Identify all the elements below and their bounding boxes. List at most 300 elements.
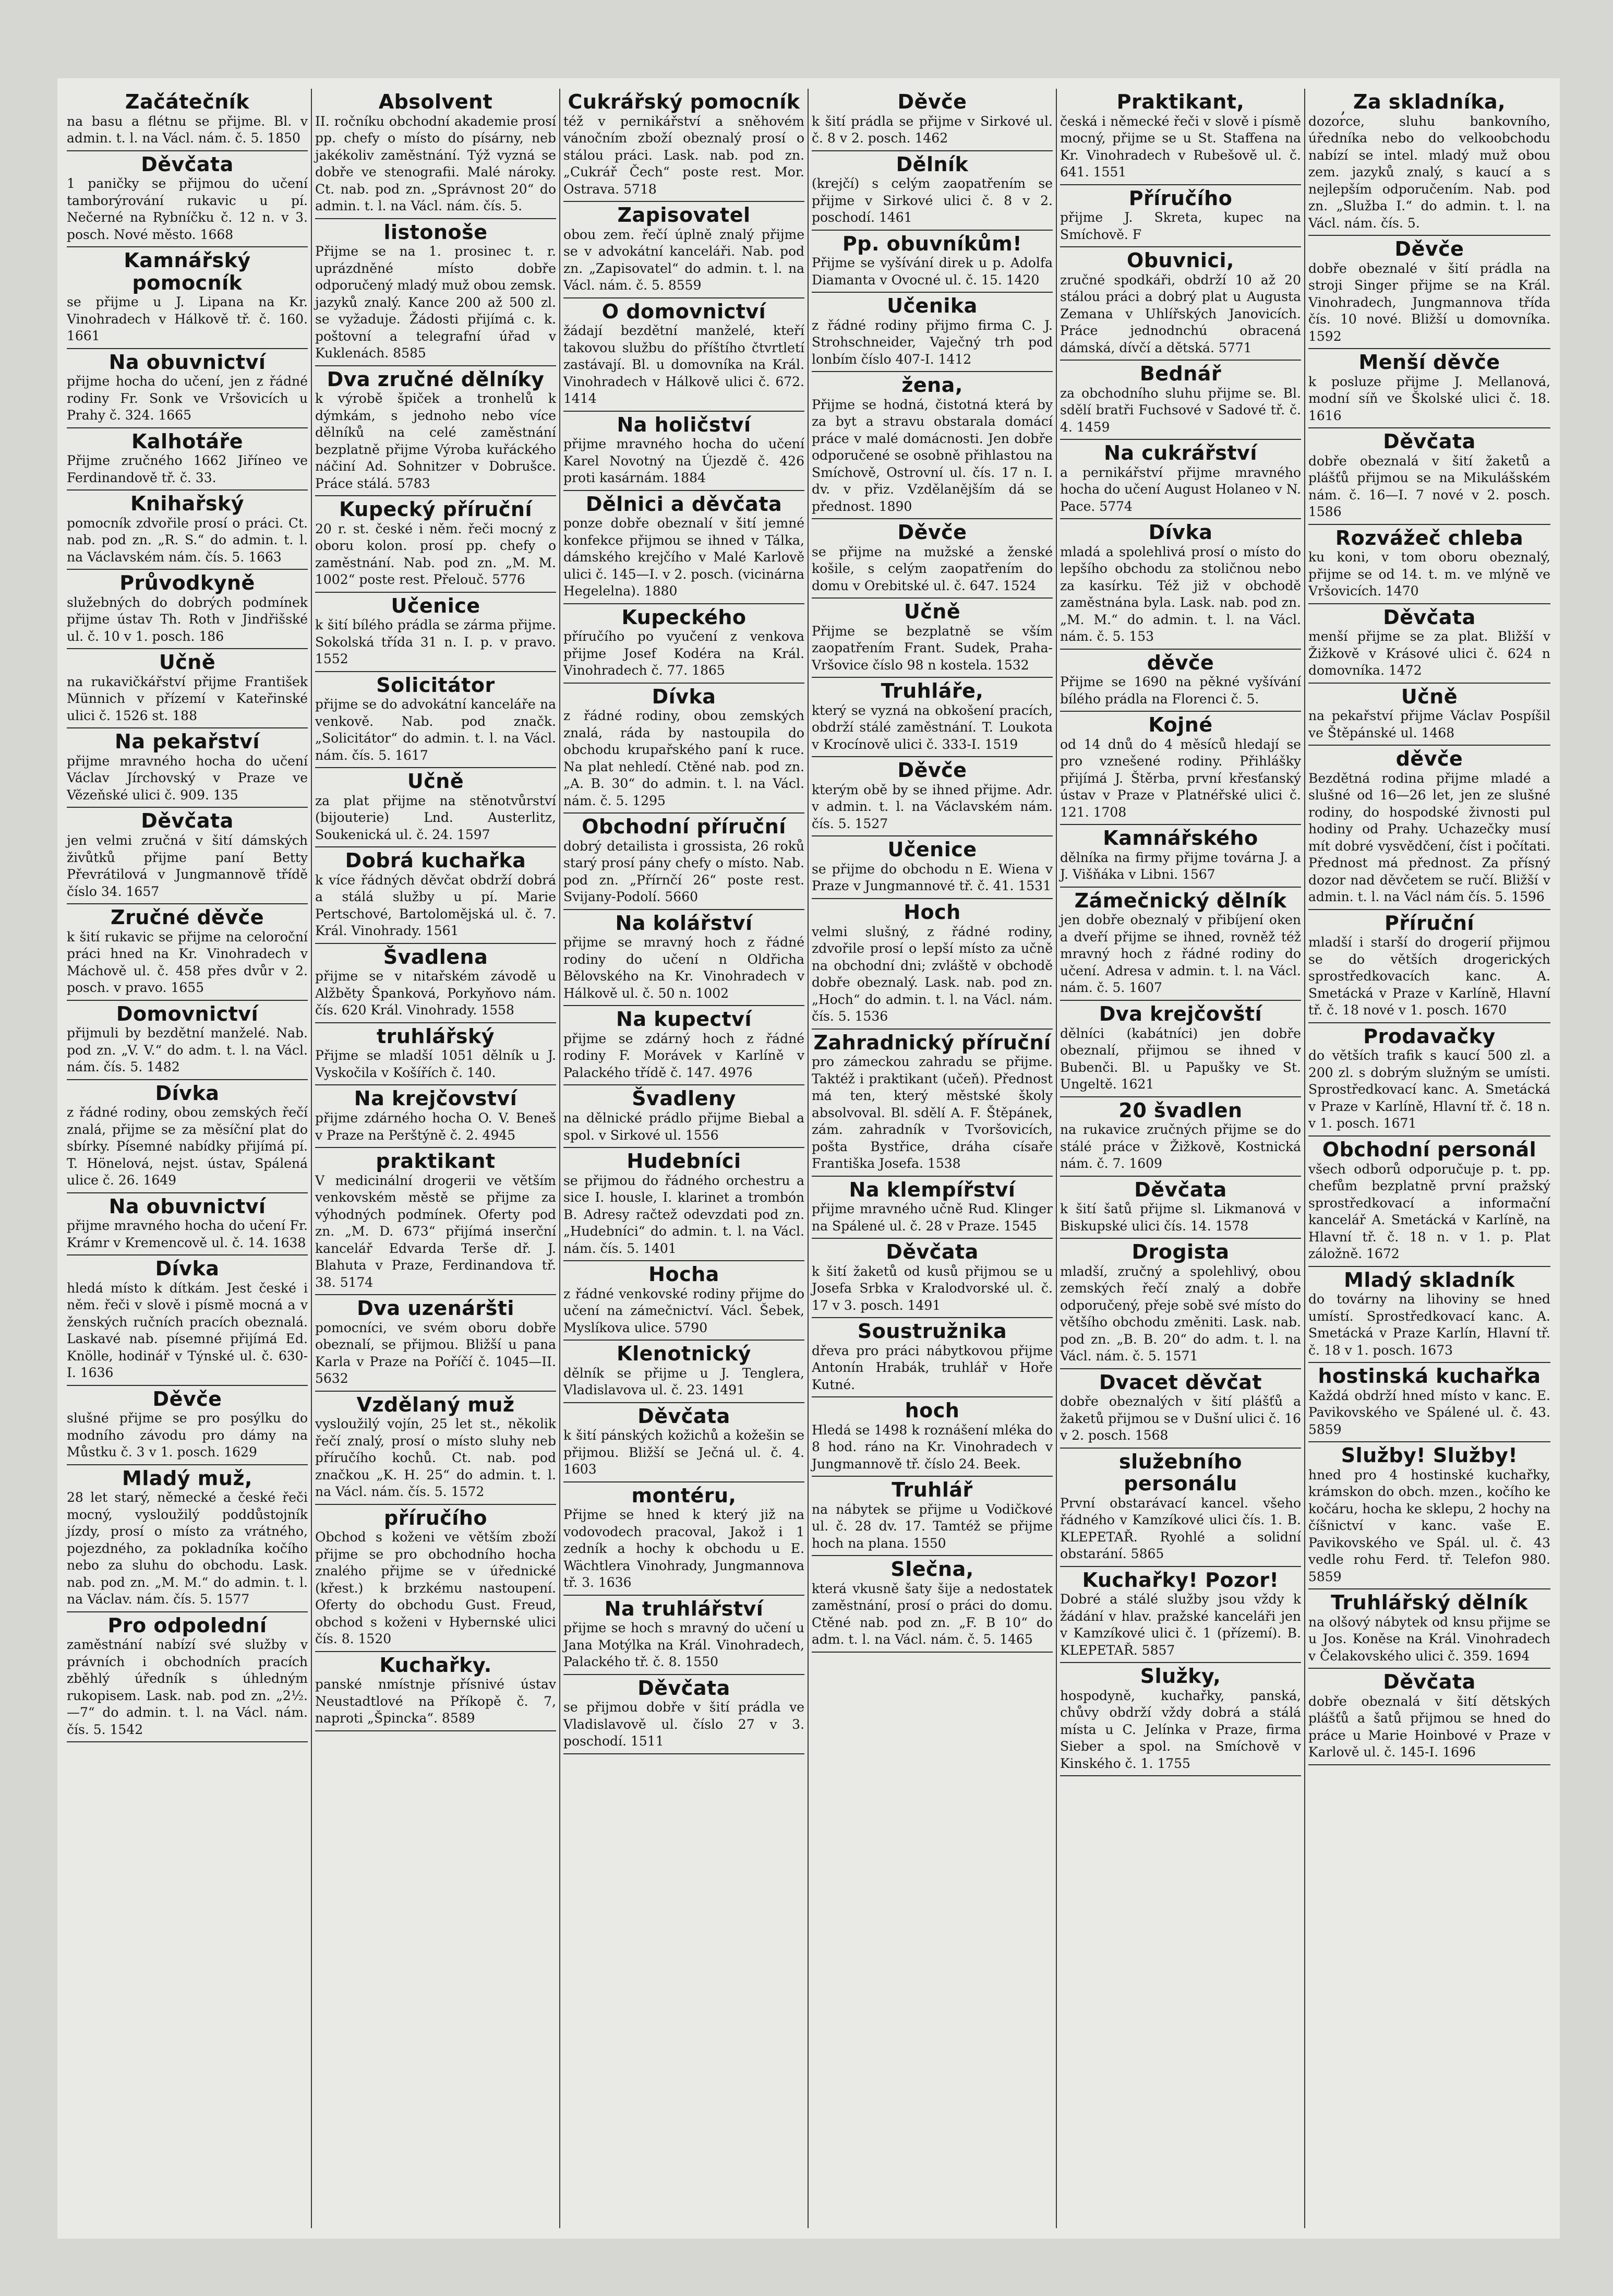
ad-body: na pekařství přijme Václav Pospíšil ve Štěpánské ul. 1468 — [1308, 708, 1550, 740]
ad-headline: Zahradnický příruční — [813, 1031, 1051, 1054]
ad-body: z řádné venkovské rodiny přijme do učení na zámečnictví. Václ. Šebek, Myslíkova ulice. 5790 — [563, 1286, 804, 1335]
classified-ad — [812, 372, 1053, 519]
ad-headline: Na pekařství — [115, 730, 260, 754]
ad-headline: Knihařský — [130, 492, 245, 516]
classified-ad — [1308, 746, 1550, 910]
ad-body: přijme se hoch s mravný do učení u Jana Motýlka na Král. Vinohradech, Palackého tř. č. 8. 1550 — [563, 1620, 804, 1670]
ad-body: z řádné rodiny přijmo firma C. J. Strohschneider, Vaječný trh pod lonbím číslo 407-I. 1412 — [812, 317, 1053, 367]
classified-ad — [67, 1001, 308, 1080]
classified-ad — [315, 847, 556, 944]
ad-body: se přijme do obchodu n E. Wiena v Praze v Jungmannové tř. č. 41. 1531 — [812, 861, 1053, 894]
ad-body: přijme mravného hocha do učení Fr. Krámr v Kremencově ul. č. 14. 1638 — [67, 1218, 308, 1250]
ad-body: ponze dobře obeznalí v šití jemné konfekce přijmou se ihned v Tálka, dámského krejčího v Malé Karlově ulici č. 145—I. v 2. posch. (vicinárna Hegelelna). 1880 — [563, 516, 804, 599]
ad-body: 1 paničky se přijmou do učení tamborýrování rukavic u pí. Nečerné na Rybníčku č. 12 n. v 3. posch. Nové město. 1668 — [67, 176, 308, 242]
ad-body: II. ročníku obchodní akademie prosí pp. chefy o místo do písárny, neb jakékoliv zaměstnání. Týž vyzná se dobře ve stenografii. Malé nároky. Ct. nab. pod zn. „Správnost 20“ do admin. t. l. na Václ. nám. čís. 5. — [315, 113, 556, 214]
ad-body: kterým obě by se ihned přijme. Adr. v admin. t. l. na Václavském nám. čís. 5. 1527 — [812, 782, 1053, 831]
ad-headline: Pp. obuvníkům! — [842, 232, 1022, 255]
ad-headline: Děvčata — [1383, 605, 1476, 629]
ad-body: hned pro 4 hostinské kuchařky, krámskon do obch. mzen., kočího ke kočáru, hocha ke sklepu, 2 hochy na číšnictví v kanc. vaše E. Pavikovského ve Spál. ul. č. 43 vedle rohu Ferd. tř. Telefon 980. 5859 — [1308, 1467, 1550, 1584]
ad-headline: Solicitátor — [376, 673, 495, 697]
classified-ad — [315, 1505, 556, 1652]
ad-headline: Dívka — [1148, 521, 1213, 544]
ad-body: k šití prádla se přijme v Sirkové ul. č. 8 v 2. posch. 1462 — [812, 113, 1053, 146]
ad-body: zručné spodkáři, obdrží 10 až 20 stálou práci a dobrý plat u Augusta Zemana v Uhlířských Janovicích. Práce jednodnchú obracená dámská, dívčí a dětská. 5771 — [1060, 272, 1301, 355]
ad-body: do továrny na lihoviny se hned umístí. Sprostředkovací kanc. A. Smetácká v Praze Karlín, Hlavní tř. č. 18 v 1. posch. 1673 — [1308, 1292, 1550, 1358]
classified-ad — [1308, 428, 1550, 525]
classified-ad — [563, 89, 804, 202]
ad-body: mladá a spolehlivá prosí o místo do lepšího obchodu za stoličnou nebo za kasírku. Též již v obchodě zaměstnána byla. Lask. nab. pod zn. „M. M.“ do admin. t. l. na Václ. nám. č. 5. 153 — [1060, 544, 1301, 644]
ad-body: hospodyně, kuchařky, panská, chůvy obdrží vždy dobrá a stálá místa u C. Jelínka v Praze, firma Sieber a spol. na Smíchově v Kinského č. 1. 1755 — [1060, 1688, 1301, 1771]
classified-ad — [67, 570, 308, 649]
newspaper-page — [57, 78, 1560, 2239]
classified-ad — [812, 1477, 1053, 1556]
classified-ad — [812, 599, 1053, 678]
ad-headline: listonoše — [383, 220, 488, 244]
ad-body: k šití bílého prádla se zárma přijme. Sokolská třída 31 n. I. p. v pravo. 1552 — [315, 617, 556, 667]
ad-body: dozorce, sluhu bankovního, úředníka nebo do velkoobchodu nabízí se intel. mladý muž obou zem. jazyků znalý, s kaucí a s nejlepším odporučením. Nab. pod zn. „Služba I.“ do admin. t. l. na Václ. nám. čís. 5. — [1308, 113, 1550, 231]
ad-headline: Kuchařky. — [379, 1653, 492, 1677]
page-mark: , — [1341, 99, 1346, 117]
ad-headline: Za skladníka, — [1353, 90, 1506, 113]
classified-ad — [1060, 650, 1301, 712]
ad-body: přijme mravného učně Rud. Klinger na Spálené ul. č. 28 v Praze. 1545 — [812, 1201, 1053, 1234]
ad-body: hledá místo k dítkám. Jest české i něm. řeči v slově i písmě mocná a v ženských ručních pracích obeznalá. Laskavé nab. písemné přijímá Ed. Knölle, hodinář v Týnské ul. č. 630-I. 1636 — [67, 1280, 308, 1381]
ad-body: za plat přijme na stěnotvůrství (bijouterie) Lnd. Austerlitz, Soukenická ul. č. 24. 1597 — [315, 793, 556, 842]
ad-headline: Domovnictví — [116, 1002, 259, 1025]
ad-body: Přijme se mladší 1051 dělník u J. Vyskočila v Košířích č. 140. — [315, 1048, 556, 1080]
ad-body: Přijme se hned k který již na vodovodech pracoval, Jakož i 1 zedník a hochy k obchodu u E. Wächtlera Vinohrady, Jungmannova tř. 3. 1636 — [563, 1507, 804, 1591]
ad-headline: 20 švadlen — [1118, 1098, 1243, 1122]
ad-body: Přijme zručného 1662 Jiříneo ve Ferdinandově tř. č. 33. — [67, 453, 308, 485]
classified-ad — [563, 412, 804, 491]
ad-headline: Dvacet děvčat — [1099, 1370, 1262, 1394]
classified-ad — [315, 768, 556, 847]
ad-body: se přijmou do řádného orchestru a sice I. housle, I. klarinet a trombón B. Adresy račtež odevzdati pod zn. „Hudebníci“ do admin. t. l. na Václ. nám. čís. 5. 1401 — [563, 1173, 804, 1256]
ad-body: velmi slušný, z řádné rodiny, zdvořile prosí o lepší místo za učně na obchodní dni; zvláště v obchodě dobře obeznalý. Lask. nab. pod zn. „Hoch“ do admin. t. l. na Václ. nám. čís. 5. 1536 — [812, 924, 1053, 1024]
ad-headline: Děvče — [152, 1387, 222, 1410]
ad-body: přijme se do advokátní kanceláře na venkově. Nab. pod značk. „Solicitátor“ do admin. t. l. na Václ. nám. čís. 5. 1617 — [315, 697, 556, 763]
ad-headline: hostinská kuchařka — [1318, 1365, 1541, 1388]
ad-headline: Na obuvnictví — [109, 350, 266, 374]
classified-ad — [1060, 825, 1301, 888]
classified-ad — [315, 672, 556, 769]
ad-headline: Dělnici a děvčata — [585, 492, 783, 516]
ad-body: dobrý detailista i grossista, 26 roků starý prosí pány chefy o místo. Nab. pod zn. „Přírnčí 26“ poste rest. Svijany-Podolí. 5660 — [563, 838, 804, 905]
classified-ad — [1060, 440, 1301, 519]
ad-body: jen velmi zručná v šití dámských živůtků přijme paní Betty Převrátilová v Jungmannově třídě číslo 34. 1657 — [67, 833, 308, 899]
classified-ad — [812, 836, 1053, 899]
ad-body: panské nmístnje přísnivé ústav Neustadtlové na Příkopě č. 7, naproti „Špincka“. 8589 — [315, 1677, 556, 1726]
classified-ad — [1308, 684, 1550, 746]
ad-body: dobře obeznalá v šití žaketů a plášťů přijmou se na Mikulášském nám. č. 16—I. 7 nové v 2. posch. 1586 — [1308, 453, 1550, 520]
classified-ad — [1308, 1669, 1550, 1765]
ad-body: vysloužilý vojín, 25 let st., několik řečí znalý, prosí o místo sluhy neb příručího kochů. Ct. nab. pod značkou „K. H. 25“ do admin. t. l. na Václ. nám. čís. 5. 1572 — [315, 1416, 556, 1500]
ad-headline: Učně — [407, 770, 464, 793]
classified-ad — [1060, 361, 1301, 440]
ad-headline: Na holičství — [617, 413, 751, 436]
ad-body: obou zem. řečí úplně znalý přijme se v advokátní kanceláři. Nab. pod zn. „Zapisovatel“ do admin. t. l. na Václ. nám. č. 5. 8559 — [563, 226, 804, 293]
ad-body: V medicinální drogerii ve větším venkovském městě se přijme za výhodných podmínek. Oferty pod zn. „M. D. 673“ přijímá inserční kancelář Edvarda Terše dř. J. Blahuta v Praze, Ferdinandova tř. 38. 5174 — [315, 1173, 556, 1290]
classified-ad — [812, 1556, 1053, 1653]
ad-body: přijme mravného hocha do učení Václav Jírchovský v Praze ve Vězeňské ulici č. 909. 135 — [67, 753, 308, 803]
classified-ad — [1060, 185, 1301, 248]
classified-ad — [563, 684, 804, 814]
ad-headline: Truhlář — [892, 1478, 973, 1502]
classified-ad — [67, 1255, 308, 1386]
ad-headline: hoch — [905, 1399, 960, 1422]
classified-ad — [563, 1482, 804, 1596]
ad-body: všech odborů odporučuje p. t. pp. chefům bezplatně první pražský sprostředkovací a informační kancelář A. Smetácká v Karlíně, na Hlavní tř. č. 18 n. v 1. p. Plat záložně. 1672 — [1308, 1161, 1550, 1262]
ad-body: přijme mravného hocha do učení Karel Novotný na Újezdě č. 426 proti kasárnám. 1884 — [563, 436, 804, 486]
ad-body: menší přijme se za plat. Bližší v Žižkově v Krásové ulici č. 624 n domovníka. 1472 — [1308, 629, 1550, 678]
ad-body: Přijme se vyšívání direk u p. Adolfa Diamanta v Ovocné ul. č. 15. 1420 — [812, 255, 1053, 288]
ad-headline: Dělník — [896, 152, 969, 176]
ad-headline: Děvčata — [1383, 430, 1476, 453]
ad-headline: Dívka — [652, 685, 716, 708]
classified-ad — [563, 814, 804, 910]
ad-headline: Obchodní příruční — [582, 815, 786, 839]
ad-headline: Slečna, — [890, 1558, 974, 1581]
ad-headline: Učenika — [887, 294, 978, 318]
ad-headline: Příruční — [1384, 911, 1474, 935]
ad-body: dobře obeznalých v šití plášťů a žaketů přijmou se v Dušní ulici č. 16 v 2. posch. 1568 — [1060, 1394, 1301, 1443]
ad-body: na dělnické prádlo přijme Biebal a spol. v Sirkové ul. 1556 — [563, 1110, 804, 1143]
ad-column — [1305, 89, 1554, 2228]
ad-body: na rukavice zručných přijme se do stálé práce v Žižkově, Kostnická nám. č. 7. 1609 — [1060, 1122, 1301, 1171]
ad-body: přijme se zdárný hoch z řádné rodiny F. Morávek v Karlíně v Palackého třídě č. 147. 4976 — [563, 1031, 804, 1080]
ad-headline: Děvče — [897, 759, 967, 782]
classified-ad — [812, 1030, 1053, 1177]
ad-body: dělníka na firmy přijme továrna J. a J. Višňáka v Libni. 1567 — [1060, 850, 1301, 882]
classified-ad — [1060, 888, 1301, 1001]
ad-headline: děvče — [1395, 747, 1463, 771]
ad-headline: Švadleny — [632, 1087, 736, 1110]
ad-headline: Hudebníci — [627, 1150, 741, 1173]
ad-body: přijme se v nitařském závodě u Alžběty Španková, Porkyňovo nám. čís. 620 Král. Vinohrady. 1558 — [315, 968, 556, 1018]
ad-headline: Učenice — [887, 838, 977, 862]
ad-headline: Děvčata — [141, 152, 234, 176]
ad-headline: Služby! Služby! — [1341, 1444, 1518, 1467]
ad-headline: truhlářský — [376, 1024, 495, 1048]
ad-headline: Mladý skladník — [1344, 1268, 1515, 1292]
classified-ad — [67, 649, 308, 728]
ad-body: česká i německé řeči v slově i písmě mocný, přijme se u St. Staffena na Kr. Vinohradech v Rubešově ul. č. 641. 1551 — [1060, 113, 1301, 180]
classified-ad — [1060, 1239, 1301, 1369]
classified-ad — [1308, 1589, 1550, 1669]
classified-ad — [315, 1148, 556, 1295]
ad-headline: Kupecký příruční — [339, 498, 532, 521]
classified-ad — [1308, 1442, 1550, 1589]
ad-headline: Na klempířství — [849, 1178, 1016, 1201]
ad-body: pomocník zdvořile prosí o práci. Ct. nab. pod zn. „R. S.“ do admin. t. l. na Václavském nám. čís. 5. 1663 — [67, 515, 308, 565]
classified-ad — [315, 496, 556, 593]
classified-ad — [812, 519, 1053, 599]
classified-ad — [67, 904, 308, 1001]
ad-body: z řádné rodiny, obou zemských řečí znalá, přijme se za měsíční plat do sbírky. Písemné nabídky přijímá pí. T. Hönelová, nejst. ústav, Spálená ulice č. 26. 1649 — [67, 1105, 308, 1188]
ad-headline: Zručné děvče — [111, 906, 264, 929]
ad-headline: Truhláře, — [881, 679, 984, 703]
ad-body: (krejčí) s celým zaopatřením se přijme v Sirkové ulici č. 8 v 2. poschodí. 1461 — [812, 176, 1053, 225]
classified-ad — [1060, 1567, 1301, 1664]
ad-body: Přijme se hodná, čistotná která by za byt a stravu obstarala domácí práce v malé domácnosti. Jen dobře odporučené se osobně přihlastou na Smíchově, Ostrovní ul. čís. 17 n. I. dv. v přiz. Vzdělanějším dá se přednost. 1890 — [812, 397, 1053, 514]
ad-headline: Švadlena — [383, 945, 488, 968]
ad-headline: Děvčata — [637, 1404, 730, 1428]
ad-headline: žena, — [901, 374, 963, 397]
classified-ad — [563, 910, 804, 1007]
classified-ad — [563, 1675, 804, 1754]
classified-ad — [812, 899, 1053, 1030]
ad-headline: Drogista — [1131, 1240, 1230, 1264]
ad-body: na nábytek se přijme u Vodičkové ul. č. 28 dv. 17. Tamtéž se přijme hoch na plana. 1550 — [812, 1501, 1053, 1551]
ad-body: na basu a flétnu se přijme. Bl. v admin. t. l. na Václ. nám. č. 5. 1850 — [67, 113, 308, 146]
ad-body: se přijmou dobře v šití prádla ve Vladislavově ul. číslo 27 v 3. poschodí. 1511 — [563, 1700, 804, 1749]
ad-headline: Učně — [904, 600, 961, 624]
classified-ad — [67, 1080, 308, 1193]
ad-headline: Děvčata — [141, 809, 234, 833]
classified-ad — [812, 293, 1053, 372]
ad-body: přijmuli by bezdětní manželé. Nab. pod zn. „V. V.“ do adm. t. l. na Václ. nám. čís. 5. 1482 — [67, 1025, 308, 1075]
ad-headline: Dva uzenáršti — [357, 1297, 514, 1320]
ad-body: pro zámeckou zahradu se přijme. Taktéž i praktikant (učeň). Přednost má ten, který městské školy absolvoval. Bl. sdělí A. F. Štěpánek, zám. zahradník v Tvoršovicích, pošta Bystřice, dráha císaře Františka Josefa. 1538 — [812, 1054, 1053, 1171]
ad-body: k šití šatů přijme sl. Likmanová v Biskupské ulici čís. 14. 1578 — [1060, 1201, 1301, 1234]
ad-body: žádají bezdětní manželé, kteří takovou službu do příštího čtvrtletí zastávají. Bl. u domovníka na Král. Vinohradech v Hálkově ulici č. 672. 1414 — [563, 323, 804, 406]
classified-ad — [1308, 89, 1550, 236]
ad-body: se přijme na mužské a ženské košile, s celým zaopatřením do domu v Orebitské ul. č. 647. 1524 — [812, 544, 1053, 593]
ad-body: k šití žaketů od kusů přijmou se u Josefa Srbka v Kralodvorské ul. č. 17 v 3. posch. 1491 — [812, 1263, 1053, 1313]
ad-headline: Vzdělaný muž — [356, 1393, 515, 1416]
ad-body: z řádné rodiny, obou zemských znalá, ráda by nastoupila do obchodu krupařského paní k ruce. Na plat nehledí. Ctěné nab. pod zn. „A. B. 30“ do admin. t. l. na Václ. nám. č. 5. 1295 — [563, 708, 804, 808]
classified-ad — [1060, 712, 1301, 825]
ad-body: dělník se přijme u J. Tenglera, Vladislavova ul. č. 23. 1491 — [563, 1365, 804, 1398]
classified-ad — [67, 428, 308, 491]
ad-headline: Děvčata — [637, 1676, 730, 1700]
classified-ad — [1308, 236, 1550, 349]
classified-ad — [1060, 1449, 1301, 1567]
ad-column — [312, 89, 560, 2228]
ad-headline: Na kolářství — [615, 911, 753, 935]
ad-headline: Na kupectví — [616, 1008, 752, 1031]
ad-body: přijme se mravný hoch z řádné rodiny do učení n Oldřicha Bělovského na Kr. Vinohradech v Hálkově ul. č. 50 n. 1002 — [563, 935, 804, 1001]
ad-body: za obchodního sluhu přijme se. Bl. sdělí bratři Fuchsové v Sadové tř. č. 4. 1459 — [1060, 385, 1301, 435]
ad-headline: Klenotnický — [617, 1342, 751, 1366]
classified-ad — [563, 1341, 804, 1403]
ad-headline: Dva krejčovští — [1099, 1002, 1262, 1025]
classified-ad — [563, 1403, 804, 1482]
classified-ad — [812, 151, 1053, 231]
ad-column — [809, 89, 1057, 2228]
ad-headline: Bednář — [1139, 362, 1222, 386]
classified-ad — [563, 1148, 804, 1261]
ad-headline: Dva zručné dělníky — [327, 367, 545, 391]
ad-body: na olšový nábytek od knsu přijme se u Jos. Koněse na Král. Vinohradech v Čelakovského ulici č. 359. 1694 — [1308, 1614, 1550, 1664]
classified-ad — [563, 1596, 804, 1675]
classified-ad — [315, 1652, 556, 1731]
ad-headline: Učně — [159, 651, 216, 674]
ad-headline: Kamnářský pomocník — [124, 249, 251, 294]
classified-ad — [563, 1006, 804, 1085]
ad-headline: Děvče — [1394, 237, 1464, 261]
ad-headline: Učně — [1401, 685, 1458, 708]
ad-headline: Na cukrářství — [1104, 441, 1257, 465]
ad-headline: Děvčata — [1383, 1670, 1476, 1694]
classified-ad — [1308, 1267, 1550, 1364]
ad-headline: Obchodní personál — [1322, 1138, 1537, 1161]
classified-ad — [67, 728, 308, 808]
ad-body: Obchod s koženi ve větším zboží přijme se pro obchodního hocha znalého přijme se v úřednické (křest.) k brzkému nastoupení. Oferty do obchodu Gust. Freud, obchod s koženi v Hybernské ulici čís. 8. 1520 — [315, 1529, 556, 1647]
classified-ad — [812, 1397, 1053, 1477]
classified-ad — [67, 808, 308, 904]
ad-body: mladší i starší do drogerií přijmou se do větších drogerických sprostředkovacích kanc. A. Smetácká v Praze v Karlíně, Hlavní tř. č. 18 nové v 1. posch. 1670 — [1308, 935, 1550, 1018]
ad-headline: Na obuvnictví — [109, 1194, 266, 1218]
classified-ad — [812, 757, 1053, 836]
ad-headline: Pro odpolední — [107, 1613, 267, 1637]
ad-headline: Kuchařky! Pozor! — [1082, 1568, 1279, 1592]
ad-headline: Hocha — [648, 1263, 719, 1286]
ad-body: Každá obdrží hned místo v kanc. E. Pavikovského ve Spálené ul. č. 43. 5859 — [1308, 1388, 1550, 1437]
ad-headline: Průvodkyně — [119, 571, 255, 595]
classified-ad — [67, 89, 308, 151]
classified-ad — [315, 1295, 556, 1392]
ad-headline: Děvče — [897, 90, 967, 113]
ad-body: též v pernikářství a sněhovém vánočním zboží obeznalý prosí o stálou práci. Lask. nab. pod zn. „Cukrář Čech“ poste rest. Mor. Ostrava. 5718 — [563, 113, 804, 197]
ad-column — [64, 89, 312, 2228]
ad-headline: Začátečník — [125, 90, 250, 113]
classified-ad — [67, 1612, 308, 1743]
ad-headline: praktikant — [376, 1150, 496, 1173]
classified-ad — [1308, 604, 1550, 684]
ad-body: Dobré a stálé služby jsou vždy k žádání v hlav. pražské kanceláři jen v Kamzíkové ulici č. 1 (přízemí). B. KLEPETAŘ. 5857 — [1060, 1592, 1301, 1658]
ad-body: Přijme se bezplatně se vším zaopatřením Frant. Sudek, Praha-Vršovice číslo 98 n kostela. 1532 — [812, 623, 1053, 673]
ad-headline: Zapisovatel — [617, 204, 751, 227]
classified-ad — [315, 89, 556, 219]
ad-body: pomocníci, ve svém oboru dobře obeznalí, se přijmou. Bližší u pana Karla v Praze na Poříčí č. 1045—II. 5632 — [315, 1320, 556, 1386]
ad-body: k více řádných děvčat obdrží dobrá a stálá služby u pí. Marie Pertschové, Bartolomějská ul. č. 7. Král. Vinohrady. 1561 — [315, 872, 556, 939]
ad-headline: montéru, — [631, 1484, 737, 1507]
ad-body: dobře obeznalé v šití prádla na stroji Singer přijme se na Král. Vinohradech, Jungmannova třída čís. 10 nové. Bližší u domovníka. 1592 — [1308, 260, 1550, 344]
ad-body: mladší, zručný a spolehlivý, obou zemských řečí znalý a dobře odporučený, přeje sobě své místo do většího obchodu změniti. Lask. nab. pod zn. „B. B. 20“ do adm. t. l. na Václ. nám. č. 5. 1571 — [1060, 1263, 1301, 1364]
classified-ad — [812, 678, 1053, 757]
ad-headline: Učenice — [391, 594, 480, 617]
ad-headline: Děvčata — [886, 1240, 979, 1264]
classified-ad — [563, 1261, 804, 1341]
classified-ad — [1060, 89, 1301, 185]
ad-body: První obstarávací kancel. všeho řádného v Kamzíkové ulici čís. 1. B. KLEPETAŘ. Ryohlé a solidní obstarání. 5865 — [1060, 1495, 1301, 1562]
ad-headline: Mladý muž, — [122, 1466, 252, 1490]
classified-columns — [64, 89, 1554, 2228]
classified-ad — [1060, 1001, 1301, 1097]
ad-headline: Truhlářský dělník — [1331, 1591, 1528, 1615]
ad-body: příručího po vyučení z venkova přijme Josef Kodéra na Král. Vinohradech č. 77. 1865 — [563, 629, 804, 678]
ad-headline: Kojné — [1148, 713, 1213, 737]
classified-ad — [67, 151, 308, 248]
classified-ad — [67, 491, 308, 570]
classified-ad — [67, 247, 308, 349]
ad-body: a pernikářství přijme mravného hocha do učení August Holaneo v N. Pace. 5774 — [1060, 464, 1301, 514]
classified-ad — [1060, 1177, 1301, 1239]
ad-headline: Absolvent — [378, 90, 493, 113]
ad-headline: Rozvážeč chleba — [1335, 526, 1524, 549]
classified-ad — [812, 1239, 1053, 1318]
ad-headline: Děvče — [897, 521, 967, 544]
classified-ad — [563, 1085, 804, 1148]
classified-ad — [1060, 1369, 1301, 1449]
classified-ad — [1308, 525, 1550, 604]
ad-body: dělníci (kabátníci) jen dobře obeznalí, přijmou se ihned v Bubenči. Bl. u Papušky ve St. Ungeltě. 1621 — [1060, 1025, 1301, 1092]
ad-body: na rukavičkářství přijme František Münnich v přízemí v Kateřinské ulici č. 1526 st. 188 — [67, 674, 308, 723]
ad-body: zaměstnání nabízí své služby v právních i obchodních pracích zběhlý úředník s úhledným rukopisem. Lask. nab. pod zn. „2½.—7“ do admin. t. l. na Václ. nám. čís. 5. 1542 — [67, 1637, 308, 1737]
ad-headline: Na krejčovství — [354, 1087, 517, 1110]
classified-ad — [315, 1023, 556, 1086]
ad-body: Přijme se 1690 na pěkné vyšívání bílého prádla na Florenci č. 5. — [1060, 674, 1301, 707]
ad-body: se přijme u J. Lipana na Kr. Vinohradech v Hálkově tř. č. 160. 1661 — [67, 294, 308, 344]
ad-headline: Dívka — [155, 1081, 220, 1105]
ad-headline: Dobrá kuchařka — [345, 849, 526, 872]
classified-ad — [67, 1465, 308, 1612]
ad-body: 28 let starý, německé a české řeči mocný, vysloužilý poddůstojník jízdy, prosí o místo za vrátného, pojezdného, za pokladníka kočího nebo za sluhu do obchodu. Lask. nab. pod zn. „M. M.“ do admin. t. l. na Václav. nám. čís. 5. 1577 — [67, 1490, 308, 1607]
ad-headline: Menší děvče — [1358, 351, 1500, 374]
classified-ad — [1308, 910, 1550, 1023]
ad-body: který se vyzná na obkošení pracích, obdrží stálé zaměstnání. T. Loukota v Krocínově ulici č. 333-I. 1519 — [812, 702, 1053, 752]
classified-ad — [1308, 1137, 1550, 1267]
ad-body: k šití pánských kožichů a kožešin se přijmou. Bližší se Ječná ul. č. 4. 1603 — [563, 1428, 804, 1477]
ad-body: Přijme se na 1. prosinec t. r. uprázdněné místo dobře odporučený mladý muž obou zemsk. jazyků znalý. Kance 200 až 500 zl. se vyžaduje. Žádosti přijímá c. k. poštovní a telegrafní úřad v Kuklenách. 8585 — [315, 244, 556, 361]
classified-ad — [563, 604, 804, 684]
ad-body: do větších trafik s kaucí 500 zl. a 200 zl. s dobrým služným se umísti. Sprostředkovací kanc. A. Smetácká v Praze v Karlíně, Hlavní tř. č. 18 n. v 1. posch. 1671 — [1308, 1048, 1550, 1131]
classified-ad — [1060, 247, 1301, 361]
ad-headline: děvče — [1147, 651, 1214, 674]
ad-body: přijme zdárného hocha O. V. Beneš v Praze na Perštýně č. 2. 4945 — [315, 1110, 556, 1143]
classified-ad — [812, 1177, 1053, 1239]
ad-body: od 14 dnů do 4 měsíců hledají se pro vznešené rodiny. Přihlášky přijímá J. Štěrba, první křesťanský ústav v Praze v Platnéřské ulici č. 121. 1708 — [1060, 736, 1301, 820]
ad-headline: Kalhotáře — [131, 429, 244, 453]
ad-column — [1057, 89, 1305, 2228]
classified-ad — [315, 944, 556, 1023]
ad-headline: Obuvnici, — [1127, 249, 1234, 272]
ad-headline: Děvčata — [1134, 1178, 1227, 1201]
classified-ad — [315, 593, 556, 672]
ad-headline: Prodavačky — [1363, 1024, 1496, 1048]
ad-body: přijme hocha do učení, jen z řádné rodiny Fr. Sonk ve Vršovicích u Prahy č. 324. 1665 — [67, 374, 308, 423]
ad-headline: Kupeckého — [621, 605, 747, 629]
classified-ad — [1308, 349, 1550, 428]
ad-headline: Služky, — [1140, 1665, 1221, 1688]
classified-ad — [1308, 1023, 1550, 1137]
ad-headline: Soustružnika — [857, 1320, 1007, 1343]
ad-headline: O domovnictví — [601, 300, 766, 323]
ad-body: 20 r. st. české i něm. řeči mocný z oboru kolon. prosí pp. chefy o zaměstnání. Nab. pod zn. „M. M. 1002“ poste rest. Přelouč. 5776 — [315, 521, 556, 588]
ad-body: služebných do dobrých podmínek přijme ústav Th. Roth v Jindřišské ul. č. 10 v 1. posch. 186 — [67, 594, 308, 644]
classified-ad — [1308, 1363, 1550, 1442]
classified-ad — [563, 298, 804, 412]
classified-ad — [1060, 1663, 1301, 1776]
ad-headline: Příručího — [1128, 186, 1233, 210]
classified-ad — [563, 491, 804, 604]
classified-ad — [315, 1392, 556, 1505]
classified-ad — [1060, 519, 1301, 650]
ad-body: dobře obeznalá v šití dětských plášťů a šatů přijmou se hned do práce u Marie Hoinbové v Praze v Karlově ul. č. 145-I. 1696 — [1308, 1693, 1550, 1760]
ad-body: přijme J. Skreta, kupec na Smíchově. F — [1060, 210, 1301, 242]
classified-ad — [67, 1386, 308, 1465]
classified-ad — [563, 202, 804, 298]
classified-ad — [812, 1318, 1053, 1397]
ad-headline: příručího — [384, 1506, 487, 1529]
ad-body: Bezdětná rodina přijme mladé a slušné od 16—26 let, jen ze slušné rodiny, do hospodské živnosti pul hodiny od Prahy. Uchazečky musí mít dobré vysvědčení, číst i počítati. Přednost má přednost. Za přísný dozor nad děvčetem se ručí. Bližší v admin. t. l. na Václ nám čís. 5. 1596 — [1308, 770, 1550, 905]
classified-ad — [1060, 1097, 1301, 1177]
ad-column — [560, 89, 809, 2228]
ad-headline: Cukrářský pomocník — [568, 90, 800, 113]
ad-headline: Hoch — [904, 900, 961, 924]
ad-body: k výrobě špiček a tronhelů k dýmkám, s jednoho nebo více dělníků na celé zaměstnání bezplatně přijme Výroba kuřáckého náčiní Ad. Sohnitzer v Dobrušce. Práce stálá. 5783 — [315, 391, 556, 491]
